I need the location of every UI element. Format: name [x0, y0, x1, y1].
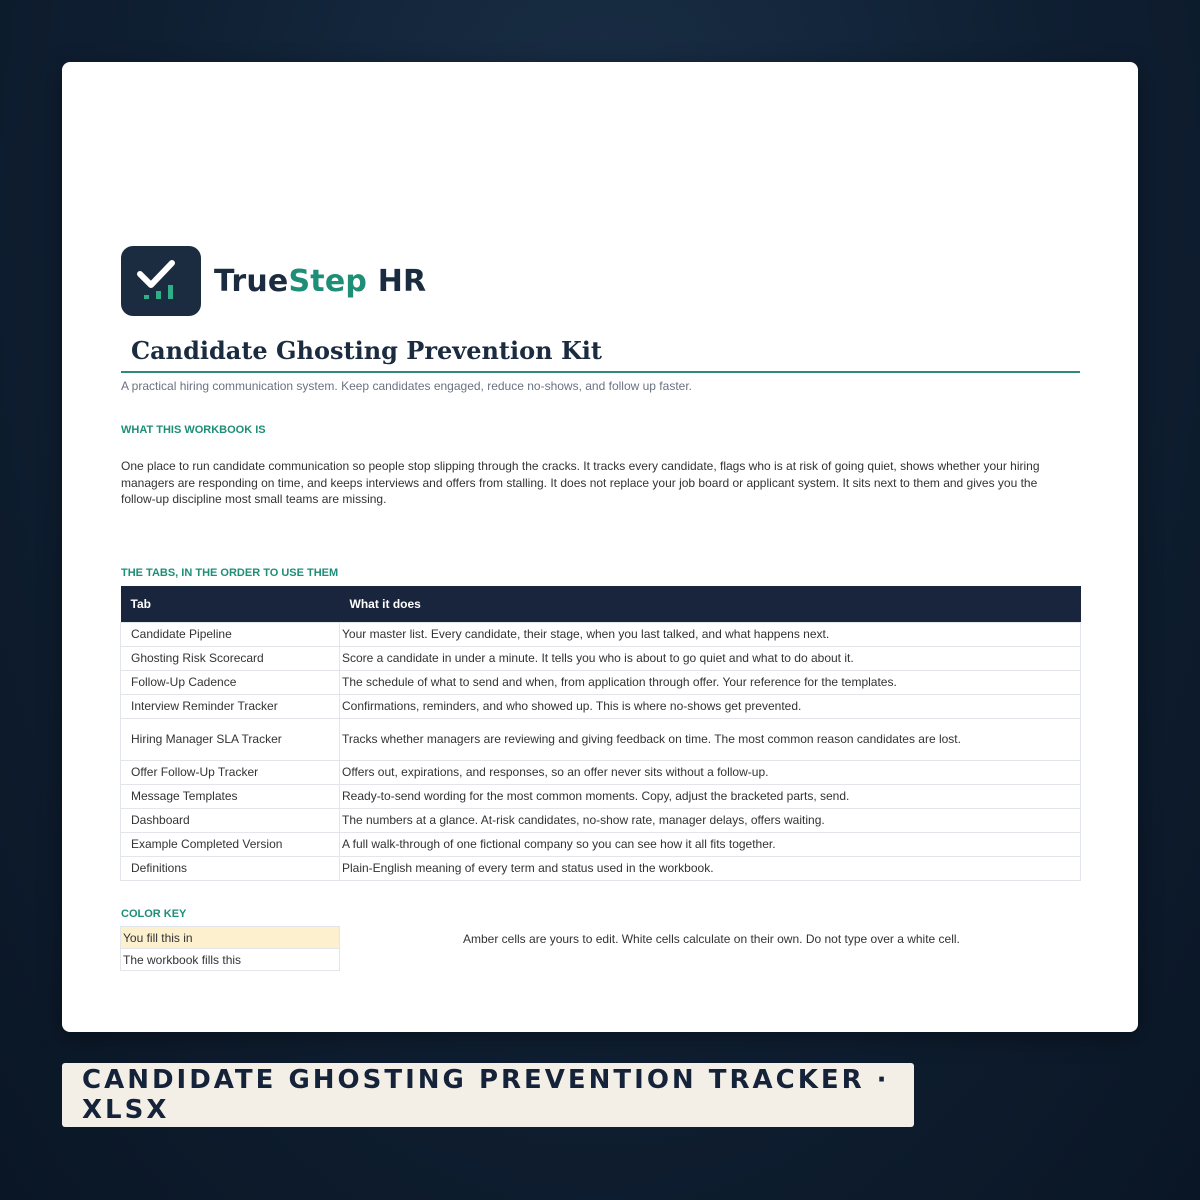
tab-name-cell[interactable]: Offer Follow-Up Tracker	[121, 760, 340, 784]
brand-logo	[121, 246, 426, 316]
color-key-note: Amber cells are yours to edit. White cells calculate on their own. Do not type over a white cell.	[463, 932, 960, 946]
intro-paragraph: One place to run candidate communication so people stop slipping through the cracks. It tracks every candidate, flags who is at risk of going quiet, shows whether your hiring managers are responding on time, and keeps interviews and offers from stalling. It does not replace your job board or applicant system. It sits next to them and gives you the follow-up discipline most small teams are missing.	[121, 459, 1040, 506]
table-row	[121, 832, 1081, 856]
table-row	[121, 622, 1081, 646]
tab-name-cell[interactable]: Message Templates	[121, 784, 340, 808]
section-heading-color-key: COLOR KEY	[121, 908, 187, 920]
tab-description-cell[interactable]: Offers out, expirations, and responses, so an offer never sits without a follow-up.	[340, 760, 1081, 784]
tab-description-cell[interactable]: The schedule of what to send and when, from application through offer. Your reference for the templates.	[340, 670, 1081, 694]
tab-name-cell[interactable]: Hiring Manager SLA Tracker	[121, 718, 340, 760]
column-header-description: What it does	[340, 586, 1081, 622]
tab-description-cell[interactable]: Plain-English meaning of every term and status used in the workbook.	[340, 856, 1081, 880]
column-header-tab: Tab	[121, 586, 340, 622]
tab-description-cell[interactable]: The numbers at a glance. At-risk candidates, no-show rate, manager delays, offers waiting.	[340, 808, 1081, 832]
tab-description-cell[interactable]: A full walk-through of one fictional company so you can see how it all fits together.	[340, 832, 1081, 856]
color-key-amber-cell[interactable]: You fill this in	[121, 927, 340, 949]
section-heading-tabs: THE TABS, IN THE ORDER TO USE THEM	[121, 567, 339, 579]
tab-name-cell[interactable]: Interview Reminder Tracker	[121, 694, 340, 718]
table-row	[121, 760, 1081, 784]
workbook-preview-card	[62, 62, 1138, 1032]
page-title: Candidate Ghosting Prevention Kit	[131, 336, 602, 365]
tab-description-cell[interactable]: Confirmations, reminders, and who showed up. This is where no-shows get prevented.	[340, 694, 1081, 718]
table-row	[121, 856, 1081, 880]
color-key-row	[121, 949, 340, 971]
table-row	[121, 646, 1081, 670]
tab-name-cell[interactable]: Definitions	[121, 856, 340, 880]
table-row	[121, 718, 1081, 760]
section-heading-what: WHAT THIS WORKBOOK IS	[121, 424, 266, 436]
color-key-white-cell[interactable]: The workbook fills this	[121, 949, 340, 971]
table-row	[121, 784, 1081, 808]
color-key-table	[120, 926, 340, 971]
product-label: CANDIDATE GHOSTING PREVENTION TRACKER · XLSX	[82, 1065, 890, 1125]
tab-description-cell[interactable]: Your master list. Every candidate, their stage, when you last talked, and what happens next.	[340, 622, 1081, 646]
table-header-row	[121, 586, 1081, 622]
brand-name: TrueStep HR	[214, 263, 427, 299]
tab-description-cell[interactable]: Tracks whether managers are reviewing and giving feedback on time. The most common reason candidates are lost.	[340, 718, 1081, 760]
title-divider	[121, 371, 1080, 373]
tab-description-cell[interactable]: Ready-to-send wording for the most common moments. Copy, adjust the bracketed parts, send.	[340, 784, 1081, 808]
table-row	[121, 808, 1081, 832]
tabs-table	[120, 586, 1081, 881]
tab-name-cell[interactable]: Follow-Up Cadence	[121, 670, 340, 694]
tab-description-cell[interactable]: Score a candidate in under a minute. It tells you who is about to go quiet and what to do about it.	[340, 646, 1081, 670]
tab-name-cell[interactable]: Example Completed Version	[121, 832, 340, 856]
tab-name-cell[interactable]: Dashboard	[121, 808, 340, 832]
tab-name-cell[interactable]: Candidate Pipeline	[121, 622, 340, 646]
color-key-row	[121, 927, 340, 949]
table-row	[121, 694, 1081, 718]
page-subtitle: A practical hiring communication system. Keep candidates engaged, reduce no-shows, and follow up faster.	[121, 379, 692, 393]
tab-name-cell[interactable]: Ghosting Risk Scorecard	[121, 646, 340, 670]
table-row	[121, 670, 1081, 694]
check-chart-icon	[121, 246, 201, 316]
product-label-badge	[62, 1063, 914, 1127]
